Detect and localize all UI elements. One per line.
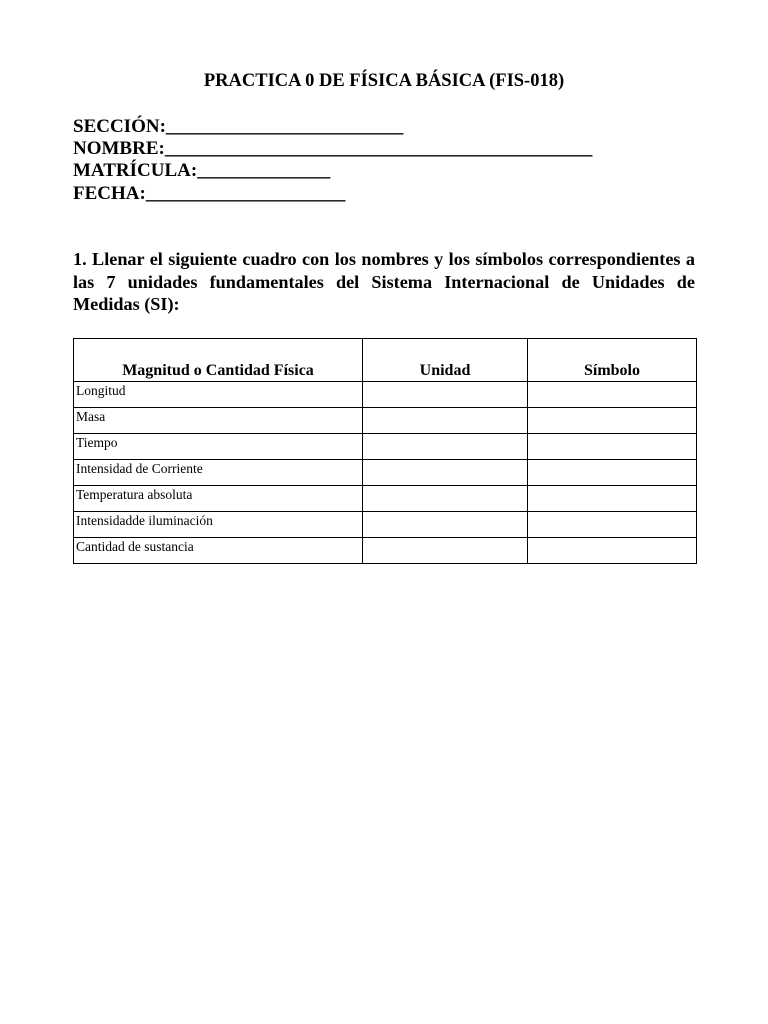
header-unidad: Unidad (363, 339, 528, 382)
unidad-cell[interactable] (363, 434, 528, 460)
simbolo-cell[interactable] (528, 460, 697, 486)
magnitud-cell: Cantidad de sustancia (74, 538, 363, 564)
page-title: PRACTICA 0 DE FÍSICA BÁSICA (FIS-018) (203, 71, 565, 91)
table-row (74, 434, 697, 460)
simbolo-cell[interactable] (528, 538, 697, 564)
header-magnitud: Magnitud o Cantidad Física (74, 339, 363, 382)
unidad-cell[interactable] (363, 486, 528, 512)
header-simbolo: Símbolo (528, 339, 697, 382)
matricula-field[interactable]: MATRÍCULA:______________ (73, 160, 331, 181)
table-row (74, 382, 697, 408)
name-field[interactable]: NOMBRE:_____________________________________________ (73, 138, 593, 159)
table-row (74, 408, 697, 434)
simbolo-cell[interactable] (528, 434, 697, 460)
magnitud-cell: Masa (74, 408, 363, 434)
unidad-cell[interactable] (363, 408, 528, 434)
magnitud-cell: Intensidadde iluminación (74, 512, 363, 538)
simbolo-cell[interactable] (528, 408, 697, 434)
simbolo-cell[interactable] (528, 486, 697, 512)
section-field[interactable]: SECCIÓN:_________________________ (73, 116, 404, 137)
magnitud-cell: Tiempo (74, 434, 363, 460)
unidad-cell[interactable] (363, 512, 528, 538)
magnitud-cell: Longitud (74, 382, 363, 408)
simbolo-cell[interactable] (528, 512, 697, 538)
unidad-cell[interactable] (363, 382, 528, 408)
table-row (74, 460, 697, 486)
table-header-row (74, 339, 697, 382)
table-row (74, 486, 697, 512)
date-field[interactable]: FECHA:_____________________ (73, 183, 346, 204)
unidad-cell[interactable] (363, 460, 528, 486)
unidad-cell[interactable] (363, 538, 528, 564)
magnitud-cell: Intensidad de Corriente (74, 460, 363, 486)
question-1: 1. Llenar el siguiente cuadro con los nombres y los símbolos correspondientes a las 7 unidades fundamentales del Sistema Internacional de Unidades de Medidas (SI): (73, 249, 695, 314)
simbolo-cell[interactable] (528, 382, 697, 408)
units-table (73, 338, 697, 564)
table-row (74, 512, 697, 538)
magnitud-cell: Temperatura absoluta (74, 486, 363, 512)
table-row (74, 538, 697, 564)
